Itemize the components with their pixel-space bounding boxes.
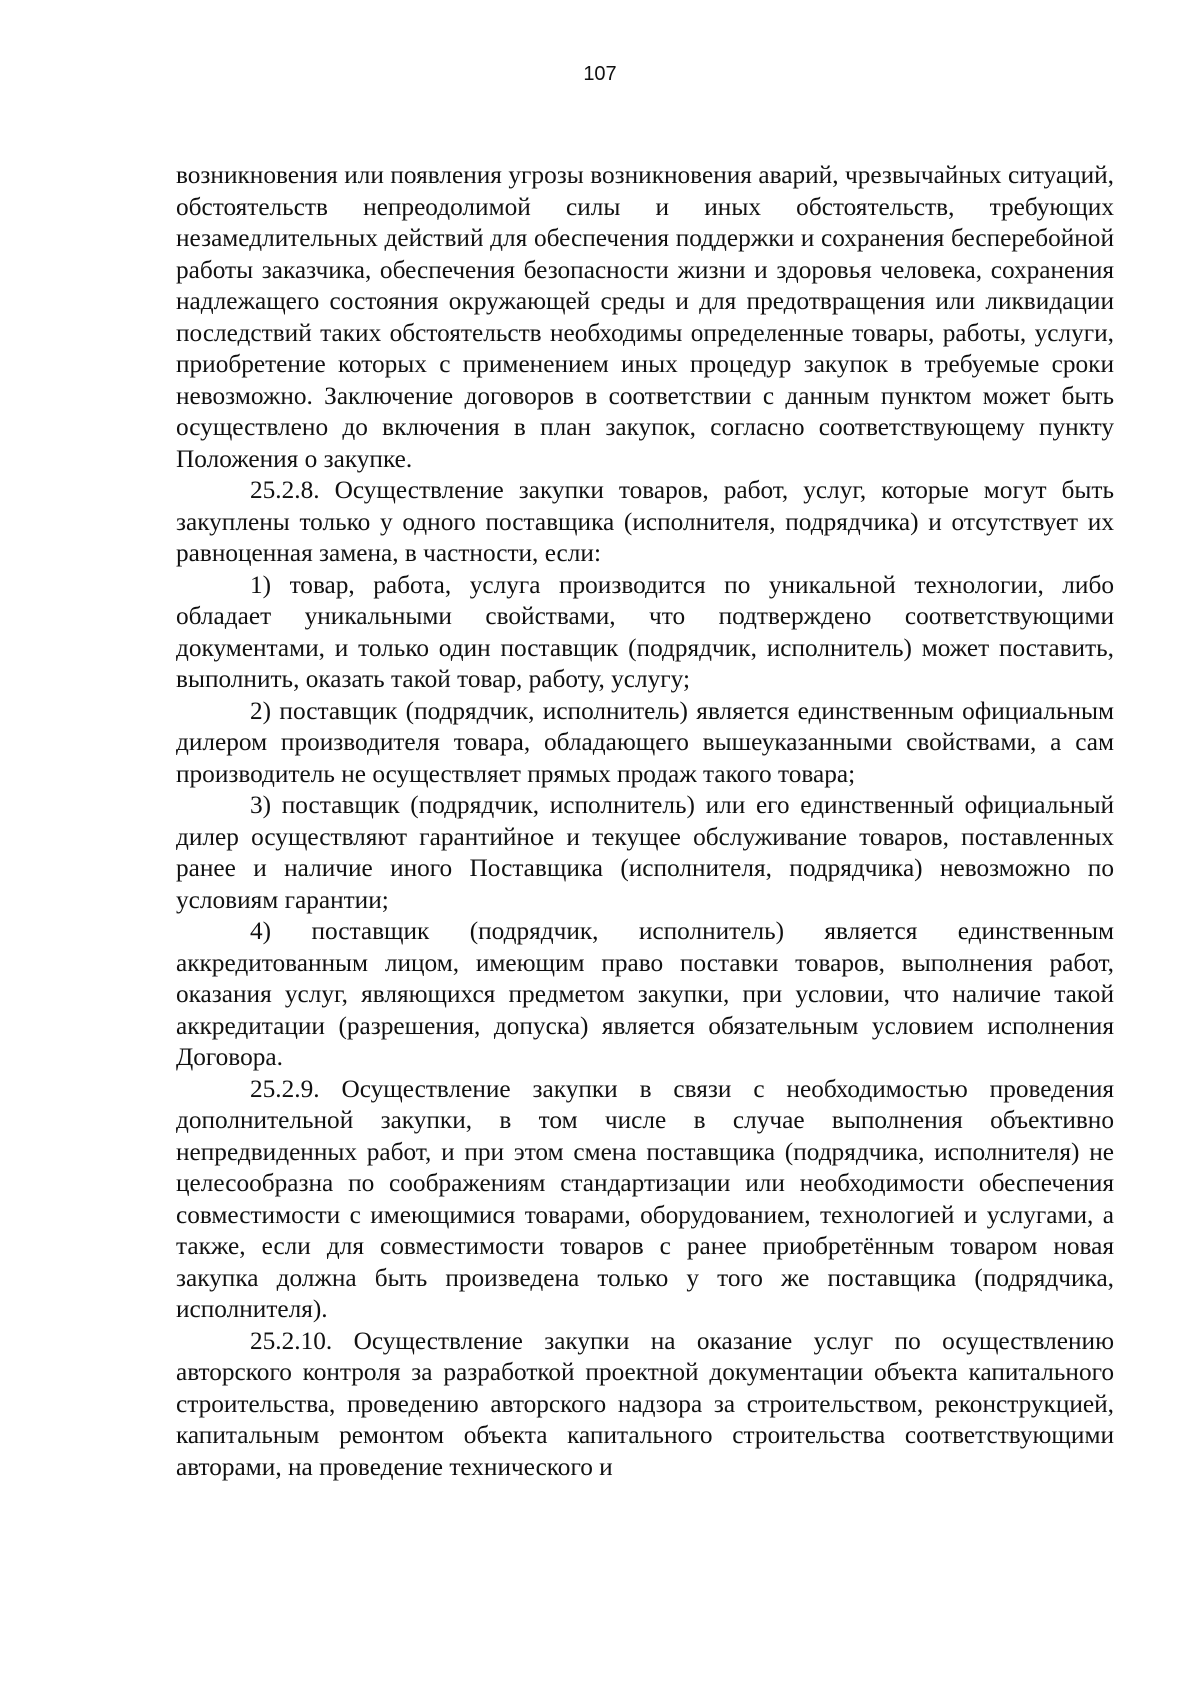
paragraph-25-2-8: 25.2.8. Осуществление закупки товаров, работ, услуг, которые могут быть закуплены только у одного поставщика (исполнителя, подрядчика) и отсутствует их равноценная замена, в частности, если: [176, 476, 1114, 567]
paragraph-25-2-10: 25.2.10. Осуществление закупки на оказание услуг по осуществлению авторского контроля за разработкой проектной документации объекта капитального строительства, проведению авторского надзора за строительством, реконструкцией, капитальным ремонтом объекта капитального строительства соответствующими авторами, на проведение технического и [176, 1326, 1114, 1481]
paragraph-25-2-9: 25.2.9. Осуществление закупки в связи с необходимостью проведения дополнительной закупки, в том числе в случае выполнения объективно непредвиденных работ, и при этом смена поставщика (подрядчика, исполнителя) не целесообразна по соображениям стандартизации или необходимости обеспечения совместимости с имеющимися товарами, оборудованием, технологией и услугами, а также, если для совместимости товаров с ранее приобретённым товаром новая закупка должна быть произведена только у того же поставщика (подрядчика, исполнителя). [176, 1074, 1114, 1323]
list-item-4: 4) поставщик (подрядчик, исполнитель) является единственным аккредитованным лицом, имеющим право поставки товаров, выполнения работ, оказания услуг, являющихся предметом закупки, при условии, что наличие такой аккредитации (разрешения, допуска) является обязательным условием исполнения Договора. [176, 917, 1114, 1071]
paragraph-continuation: возникновения или появления угрозы возникновения аварий, чрезвычайных ситуаций, обстоятельств непреодолимой силы и иных обстоятельств, требующих незамедлительных действий для обеспечения поддержки и сохранения бесперебойной работы заказчика, обеспечения безопасности жизни и здоровья человека, сохранения надлежащего состояния окружающей среды и для предотвращения или ликвидации последствий таких обстоятельств необходимы определенные товары, работы, услуги, приобретение которых с применением иных процедур закупок в требуемые сроки невозможно. Заключение договоров в соответствии с данным пунктом может быть осуществлено до включения в план закупок, согласно соответствующему пункту Положения о закупке. [176, 161, 1114, 473]
list-item-1: 1) товар, работа, услуга производится по уникальной технологии, либо обладает уникальными свойствами, что подтверждено соответствующими документами, и только один поставщик (подрядчик, исполнитель) может поставить, выполнить, оказать такой товар, работу, услугу; [176, 570, 1114, 693]
document-body [176, 160, 1114, 1483]
page-number: 107 [583, 63, 617, 85]
list-item-3: 3) поставщик (подрядчик, исполнитель) или его единственный официальный дилер осуществляют гарантийное и текущее обслуживание товаров, поставленных ранее и наличие иного Поставщика (исполнителя, подрядчика) невозможно по условиям гарантии; [176, 791, 1114, 914]
list-item-2: 2) поставщик (подрядчик, исполнитель) является единственным официальным дилером производителя товара, обладающего вышеуказанными свойствами, а сам производитель не осуществляет прямых продаж такого товара; [176, 696, 1114, 788]
